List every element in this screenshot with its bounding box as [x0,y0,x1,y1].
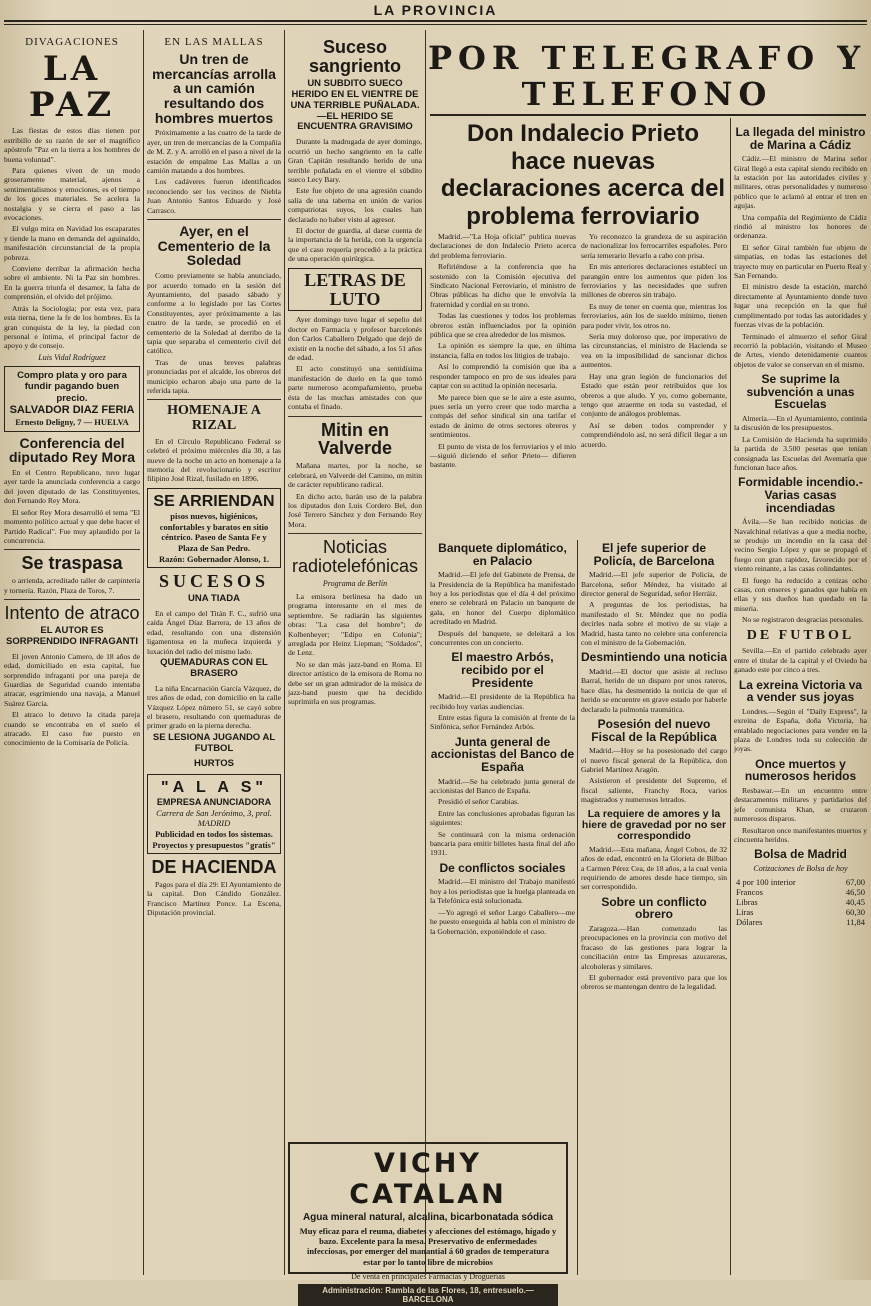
masthead-rule-thin [4,24,867,25]
article-paragraph: El gobernador está preventivo para que los obreros se mantengan dentro de la legalidad. [581,972,727,992]
article-paragraph: A preguntas de los periodistas, ha manifestado el Sr. Méndez que no podía decirles nada sobre el motivo de su viaje a Madrid, hasta tanto no celebre una conferencia con el ministro de la Gobernación. [581,600,727,648]
article-headline: La requiere de amores y la hiere de gravedad por no ser correspondido [581,807,727,842]
article-paragraph: Sería muy doloroso que, por imperativo de las circunstancias, el ministro de Hacienda se vea en la imposibilidad de sancionar dichos aumentos. [581,332,727,370]
telegraph-column-c [734,122,867,1274]
article-headline: LA PAZ [28,49,116,125]
table-row [734,897,867,907]
article-paragraph: Yo reconozco la grandeza de su aspiración de nacionalizar los ferrocarriles españoles. Pero sería temerario llevarlo a cabo con prisa. [581,232,727,260]
telegraph-banner: POR TELEGRAFO Y TELEFONO [427,39,867,113]
article-paragraph: En mis anteriores declaraciones establecí un parangón entre los aumentos que piden los ferroviarios y las necesidades que sufren millones de obreros sin trabajo. [581,262,727,300]
article-paragraph: Resultaron once manifestantes muertos y cincuenta heridos. [734,825,867,844]
article-paragraph: El atraco lo detuvo la citada pareja cuando se encontraba en el suelo el atracado. El caso fue puesto en conocimiento de la Comisaría de Policía. [4,710,140,748]
vichy-catalan-advertisement [288,1142,568,1304]
article-paragraph: Ávila.—Se han recibido noticias de Navalchinal relativas a que a media noche, se produjo un incendio en la casa del vecino Sergio López y que se propagó el fuego con gran rapidez, favorecido por el viento reinante, a las casas colindantes. [734,517,867,574]
article-paragraph: Refiriéndose a la conferencia que ha sostenido con la Comisión ejecutiva del Sindicato Nacional Ferroviario, el ministro de Obras públicas ha dicho que le envolvía la fraternidad y cordial en su trono. [430,262,576,309]
article-headline: Se suprime la subvención a unas Escuelas [746,372,855,412]
ad-name: SALVADOR DIAZ FERIA [9,403,135,416]
article-headline: DE HACIENDA [151,857,277,878]
article-paragraph: La Comisión de Hacienda ha suprimido la partida de 3.500 pesetas que tenían consignada las Escuelas del Avemaría que funcionan hace años. [734,434,867,472]
divider [4,599,140,600]
article-paragraph: Conviene derribar la afirmación hecha sobre el ambiente. Ni la Paz sin hombres. En la guerra triunfa el desamor, la falta de comprensión, el olvido del prójimo. [4,264,140,302]
article-headline: De conflictos sociales [439,860,566,875]
article-subheadline: EL AUTOR ES SORPRENDIDO INFRAGANTI [6,624,138,647]
row-label: 4 por 100 interior [736,876,796,887]
article-headline: Intento de atraco [4,603,140,624]
column-2 [147,34,281,1274]
article-paragraph: Así lo comprendió la comisión que iba a responder tampoco en pro de sus ideales para captar con su actitud la opinión necesaria. [430,362,576,391]
article-paragraph: Madrid.—Se ha celebrado junta general de accionistas del Banco de España. [430,776,575,796]
article-paragraph: La niña Encarnación García Vázquez, de tres años de edad, con domicilio en la calle Vázquez López número 51, se cayó sobre el brasero, resultando con quemaduras de primer grado en la pierna derecha. [147,683,281,731]
masthead-rule [4,20,867,22]
article-headline: Desmintiendo una noticia [581,650,728,665]
section-kicker: DIVAGACIONES [25,36,119,48]
article-paragraph: Madrid.—Esta mañana, Ángel Cobos, de 32 años de edad, encontró en la Glorieta de Bilbao a Carmen Pérez Cea, de 18 años, a la cual venía requiriendo de amores desde hace tiempo, sin ser correspondido. [581,844,727,892]
article-headline: Junta general de accionistas del Banco de España [430,734,575,775]
column-rule [577,540,578,1275]
article-paragraph: No se dan más jazz-band en Roma. El director artístico de la emisora de Roma no debe ser un gran admirador de la música de jazz-band puesto que ha decidido suprimirla en sus programas. [288,659,422,707]
article-subheadline: UN SUBDITO SUECO HERIDO EN EL VIENTRE DE UNA TERRIBLE PUÑALADA.—EL HERIDO SE ENCUENTRA GRAVISIMO [290,77,420,133]
article-paragraph: En el Círculo Republicano Federal se celebró el próximo miércoles día 30, a las nueve de la noche un acto en homenaje a la memoria del revolucionario y escritor filipino José Rizal, fusilado en 1896. [147,436,281,484]
ad-title: SE ARRIENDAN [153,492,275,510]
article-headline: Mitin en Valverde [317,419,393,459]
article-paragraph: Zaragoza.—Han comenzado las preocupaciones en la provincia con motivo del fracaso de las gestiones para lograr la conciliación entre las Empresas azucareras, alcoholeras y similares. [581,923,727,971]
lead-headline: Don Indalecio Prieto hace nuevas declaraciones acerca del problema ferroviario [440,120,726,230]
row-value: 40,45 [845,896,865,907]
section-headline: LETRAS DE LUTO [304,269,406,309]
table-row [734,877,867,887]
table-row [734,907,867,917]
ad-company: EMPRESA ANUNCIADORA [156,796,272,807]
article-paragraph: En dicho acto, harán uso de la palabra los diputados don Luis Cordero Bel, don José Terrero Sánchez y don Fernando Rey Mora. [288,491,422,529]
section-headline: SUCESOS [158,571,270,592]
row-value: 60,30 [845,906,865,917]
ad-text: pisos nuevos, higiénicos, confortables y baratos en sitio céntrico. Paseo de Santa Fe y Plaza de San Pedro. [159,511,269,553]
ad-title: Compro plata y oro para fundir pagando buen precio. [17,369,127,404]
table-row [734,887,867,897]
column-rule [143,30,144,1275]
article-subheadline: UNA TIADA [188,593,240,605]
row-label: Liras [736,906,754,917]
article-paragraph: Como previamente se había anunciado, por acuerdo tomado en la sesión del Ayuntamiento, del pasado sábado y conforme a lo legislado por las Cortes Constituyentes, ayer próximamente a las cuatro de la tarde, se procedió en el cementerio de la Soledad al derribo de la tapia que separaba el cementerio civil del católico. [147,271,281,356]
advertisement [4,366,140,432]
article-paragraph: Los cadáveres fueron identificados reconociendo ser los vecinos de Niebla Juan Antonio Santos Eduardo y José Carrasco. [147,177,281,215]
masthead [0,0,871,34]
article-paragraph: La opinión es siempre la que, en última instancia, falla en todos los litigios de trabajo. [430,341,576,360]
article-paragraph: Mañana martes, por la noche, se celebrará, en Valverde del Camino, un mitin de carácter republicano radical. [288,461,422,490]
article-paragraph: El doctor de guardia, al darse cuenta de la importancia de la herida, con la urgencia que el caso requería procedió a la práctica de una operación quirúrgica. [288,226,422,264]
ad-sale-info: De venta en principales Farmacias y Droguerías [351,1271,505,1281]
article-paragraph: El punto de vista de los ferroviarios y el mío —siguió diciendo el señor Prieto— difieren bastante. [430,441,576,470]
article-headline: Ayer, en el Cementerio de la Soledad [157,223,271,269]
article-paragraph: Asistieron el presidente del Supremo, el fiscal saliente, Franchy Roca, varios magistrados y numerosos letrados. [581,776,727,805]
row-value: 46,50 [845,886,865,897]
article-paragraph: El vulgo mira en Navidad los escaparates y tiende la mano en demanda del aguinaldo, manifestación circunstancial de la propia pobreza. [4,224,140,262]
newspaper-name: LA PROVINCIA [373,2,498,18]
section-kicker: EN LAS MALLAS [164,36,264,48]
ad-headline: Se traspasa [21,553,123,574]
article-subheadline: Programa de Berlín [322,578,388,588]
article-headline: Sobre un conflicto obrero [601,894,707,922]
article-paragraph: Es muy de tener en cuenta que, mientras los ferroviarios, aún los de sueldo mínimo, tienen para poder vivir, los otros no. [581,301,727,330]
article-subheadline: QUEMADURAS CON EL BRASERO [160,657,268,679]
article-paragraph: El señor Rey Mora desarrolló el tema "El momento político actual y que debe hacer el Partido Radical". Fue muy aplaudido por la concurrencia. [4,507,140,545]
article-paragraph: —Yo agregó el señor Largo Caballero—me he puesto enseguida al habla con el ministro de la Gobernación, exponiéndole el caso. [430,907,575,936]
article-paragraph: Cádiz.—El ministro de Marina señor Giral llegó a esta capital siendo recibido en la estación por las autoridades civiles y militares, otras personalidades y numeroso público que le aclamó al entrar el tren en agujas. [734,154,867,211]
ad-text: Muy eficaz para el reuma, diabetes y afecciones del estómago, hígado y bazo. Excelente para la mesa. Preservativo de enfermedades infecciosas, por emerger del manantial á 60 grados de temperatura estar por lo tanto libre de microbios [299,1226,557,1267]
article-subheadline: HURTOS [194,757,234,769]
article-headline: Noticias radiotelefónicas [291,537,419,577]
table-row [734,917,867,927]
telegraph-column-b [581,538,727,1273]
row-label: Dólares [736,916,763,927]
article-headline: Conferencia del diputado Rey Mora [8,434,135,466]
ad-text: Publicidad en todos los sistemas. Proyectos y presupuestos "gratis" [152,828,276,850]
article-paragraph: Para quienes viven de un modo groseramente material, ajenos a sentimentalismos y emociones, es el tiempo de los goces materiales. Se acelera la nostalgia y se cierra el paso a las evocaciones. [4,166,140,223]
article-paragraph: En el Centro Republicano, tuvo lugar ayer tarde la anunciada conferencia a cargo del joven diputado de las Constituyentes, don Fernando Rey Mora. [4,468,140,506]
advertisement [147,488,281,568]
column-rule [284,30,285,1275]
ad-title: "A L A S" [161,778,267,796]
article-paragraph: Entre estas figura la comisión al frente de la Sinfónica, señor Fernández Arbós. [430,713,575,732]
ad-contact: Razón: Gobernador Alonso, 1. [158,553,270,564]
row-value: 67,00 [845,876,865,887]
column-rule [425,30,426,1275]
stock-table [734,877,867,927]
article-paragraph: Presidió el señor Carabias. [438,797,519,807]
article-paragraph: Madrid.—El doctor que asiste al recluso Barral, herido de un disparo por unos rateros, hace días, ha desmentido la noticia de que el herido se encuentre en grave estado por haberle declarado la pulmonía traumática. [581,667,727,714]
article-headline: Once muertos y numerosos heridos [744,756,857,784]
article-paragraph: El ministro desde la estación, marchó directamente al Ayuntamiento donde tuvo lugar una recepción en la que fué cumplimentado por todas las autoridades y fuerzas vivas de la población. [734,282,867,330]
divider [147,219,281,220]
article-paragraph: Almería.—En el Ayuntamiento, continúa la discusión de los presupuestos. [734,413,867,433]
row-label: Francos [736,886,763,897]
article-paragraph: Durante la madrugada de ayer domingo, ocurrió un hecho sangriento en la calle Gran Capitán resultando herido de una terrible puñalada en el vientre el súbdito sueco Lecy Bary. [288,137,422,185]
article-paragraph: El acto constituyó una sentidísima manifestación de duelo en la que tomó parte numeroso acompañamiento, prueba ésta de las muchas amistades con que contaba el finado. [288,364,422,412]
article-paragraph: Próximamente a las cuatro de la tarde de ayer, un tren de mercancías de la Compañía de M. Z. y A. arrolló en el paso a nivel de la estación de empalme Las Mallas a un camión matando a dos hombres. [147,128,281,176]
article-paragraph: La emisora berlinesa ha dado un programa interesante en el mes de septiembre. Se radiarán las siguientes obras: "La casa del hombre"; de Kolbenheyer; "Edipo en Colonia"; arreglada por Heinz Liepman; "Soldados", de Lenz. [288,591,422,658]
article-headline: Formidable incendio.-Varias casas incendiadas [738,475,863,515]
section-banner [288,268,422,312]
article-headline: Suceso sangriento [308,37,401,76]
article-paragraph: Se continuará con la misma ordenación bancaria para emitir billetes hasta final del año 1931. [430,829,575,858]
article-headline: Banquete diplomático, en Palacio [438,541,567,568]
divider [147,399,281,400]
article-paragraph: El fuego ha reducido a cenizas ocho casas, con enseres y ganados que había en ellas y sus dueños han quedado en la miseria. [734,575,867,613]
article-headline: El jefe superior de Policía, de Barcelona [593,541,715,568]
ad-title: VICHY CATALAN [349,1148,507,1210]
article-paragraph: El joven Antonio Camero, de 18 años de edad, domiciliado en esta capital, fue sorprendido infraganti por una pareja de Guardias de Seguridad cuando intentaba atracar, esgrimiendo una navaja, a Manuel Suárez García. [4,651,140,708]
divider [288,533,422,534]
column-3 [288,34,422,1139]
ad-address: Ernesto Deligny, 7 — HUELVA [15,417,129,428]
ad-address: Administración: Rambla de las Flores, 18, entresuelo.—BARCELONA [298,1284,558,1306]
advertisement [147,774,281,854]
article-paragraph: Madrid.—El jefe del Gabinete de Prensa, de la Presidencia de la República ha manifestado hoy a los periodistas que el día 4 del próximo enero se celebrará en Palacio un banquete de gala, en honor del Cuerpo diplomático acreditado en Madrid. [430,570,575,627]
article-paragraph: En el campo del Titán F. C., sufrió una caída Ángel Díaz Barrera, de 13 años de edad, resultando con una distensión ligamentosa en la muñeca izquierda y luxación del radio del mismo lado. [147,608,281,656]
ad-subtitle: Agua mineral natural, alcalina, bicarbonatada sódica [302,1212,554,1223]
article-headline: HOMENAJE A RIZAL [167,403,261,434]
article-paragraph: Londres.—Según el "Daily Express", la exreina de España, doña Victoria, ha entablado negociaciones para vender en la plaza de Londres toda su colección de joyas. [734,706,867,754]
column-rule [730,118,731,1275]
ad-text: o arrienda, acreditado taller de carpintería y tornería. Razón, Plaza de Toros, 7. [4,576,140,595]
article-headline: Posesión del nuevo Fiscal de la República [591,717,717,744]
article-paragraph: Madrid.—El jefe superior de Policía, de Barcelona, señor Méndez, ha visitado al director general de Seguridad, señor Herráiz. [581,570,727,598]
prieto-column-b [581,232,727,532]
article-paragraph: Entre las conclusiones aprobadas figuran las siguientes: [430,808,575,828]
article-paragraph: Madrid.—El presidente de la República ha recibido hoy varias audiencias. [430,692,575,711]
article-paragraph: No se registraron desgracias personales. [742,615,864,625]
article-paragraph: El señor Giral también fue objeto de simpatías, en todas las estaciones del trayecto muy en particular en Puerto Real y San Fernando. [734,242,867,281]
article-paragraph: Hay una gran legión de funcionarios del Estado que están peor retribuidos que los obreros a que aludo. Y yo, como gobernante, tengo que atraerme en toda su vastedad, el conjunto de análogos problemas. [581,371,727,419]
article-paragraph: Después del banquete, se deleitará a los concurrentes con un concierto. [430,628,575,648]
article-paragraph: Una compañía del Regimiento de Cádiz rindió al ministro los honores de ordenanza. [734,212,867,241]
article-paragraph: Madrid.—"La Hoja oficial" publica nuevas declaraciones de don Indalecio Prieto acerca del problema ferroviario. [430,232,576,260]
article-paragraph: Las fiestas de estos días tienen por estribillo de su razón de ser el magnífico apóstrofe "Paz en la tierra a los hombres de buena voluntad". [4,126,140,164]
article-paragraph: Tras de unas breves palabras pronunciadas por el alcalde, los obreros del municipio echaron abajo una parte de la referida tapia. [147,357,281,396]
article-paragraph: Madrid.—Hoy se ha posesionado del cargo el nuevo fiscal general de la República, don Gabriel Martínez Aragón. [581,746,727,775]
article-paragraph: Resbawar.—En un encuentro entre destacamentos militares y partidarios del jefe comunista Khan, se cruzaron numerosos disparos. [734,785,867,824]
article-paragraph: Todas las cuestiones y todos los problemas obreros están influenciados por la opinión pública que se crea alrededor de los mismos. [430,311,576,340]
ad-address: Carrera de San Jerónimo, 3, pral. MADRID [156,807,272,829]
article-headline: El maestro Arbós, recibido por el Presidente [451,650,554,690]
article-headline: La llegada del ministro de Marina a Cádiz [735,125,866,152]
article-signature: Luis Vidal Rodríguez [38,352,106,362]
article-headline: Un tren de mercancías arrolla a un camión resultando dos hombres muertos [152,51,276,126]
article-paragraph: Ayer domingo tuvo lugar el sepelio del doctor en Farmacia y profesor barcelonés don Carlos Caballero Delgado que dejó de existir en la noche del sábado, a los 51 años de edad. [288,315,422,363]
article-paragraph: Madrid.—El ministro del Trabajo manifestó hoy a los periodistas que la huelga planteada en la Telefónica está solucionada. [430,877,575,906]
article-paragraph: Así se deben todos comprender y comprendiéndolo así, no será difícil llegar a un acuerdo. [581,420,727,449]
article-paragraph: Este fue objeto de una agresión cuando salía de una taberna en unión de varios compatriotas suyos, los cuales han declarado no haber visto al agresor. [288,186,422,224]
article-paragraph: Me parece bien que se le aire a este asunto, pues sería un yerro creer que todo marcha a compás del señor sindical sin una tarifar el estado de ánimo de otros sectores obreros y sentimientos. [430,392,576,440]
table-caption: Cotizaciones de Bolsa de hoy [753,863,848,873]
article-paragraph: Pagos para el día 29: El Ayuntamiento de la capital. Don Cándido González. Francisco Martínez Ponce. La Escena, Diputación provincial. [147,880,281,918]
divider [4,549,140,550]
banner-rule [430,114,866,116]
article-headline: Bolsa de Madrid [754,847,847,862]
article-headline: La exreina Victoria va a vender sus joyas [738,677,863,705]
telegraph-column-a [430,538,575,1138]
divider [288,416,422,417]
section-headline: DE FUTBOL [746,627,855,643]
row-label: Libras [736,896,758,907]
article-paragraph: Sevilla.—En el partido celebrado ayer entre el titular de la capital y el Oviedo ha ganado este por cinco a tres. [734,646,867,675]
article-subheadline: SE LESIONA JUGANDO AL FUTBOL [152,731,276,754]
column-1 [4,34,140,1274]
article-paragraph: Atrás la Sociología; por esta vez, para esta tierna, tiene la fe de los hombres. Es la gran conquista de la ley, la piedad con personal e íntima, el principal factor de apoyo y de consejo. [4,303,140,351]
article-paragraph: Terminado el almuerzo el señor Giral recorrió la población, visitando el Museo de Artes, viendo detenidamente cuantos objetos de valor se conservan en el mismo. [734,331,867,369]
row-value: 11,84 [846,916,865,927]
prieto-column-a [430,232,576,532]
